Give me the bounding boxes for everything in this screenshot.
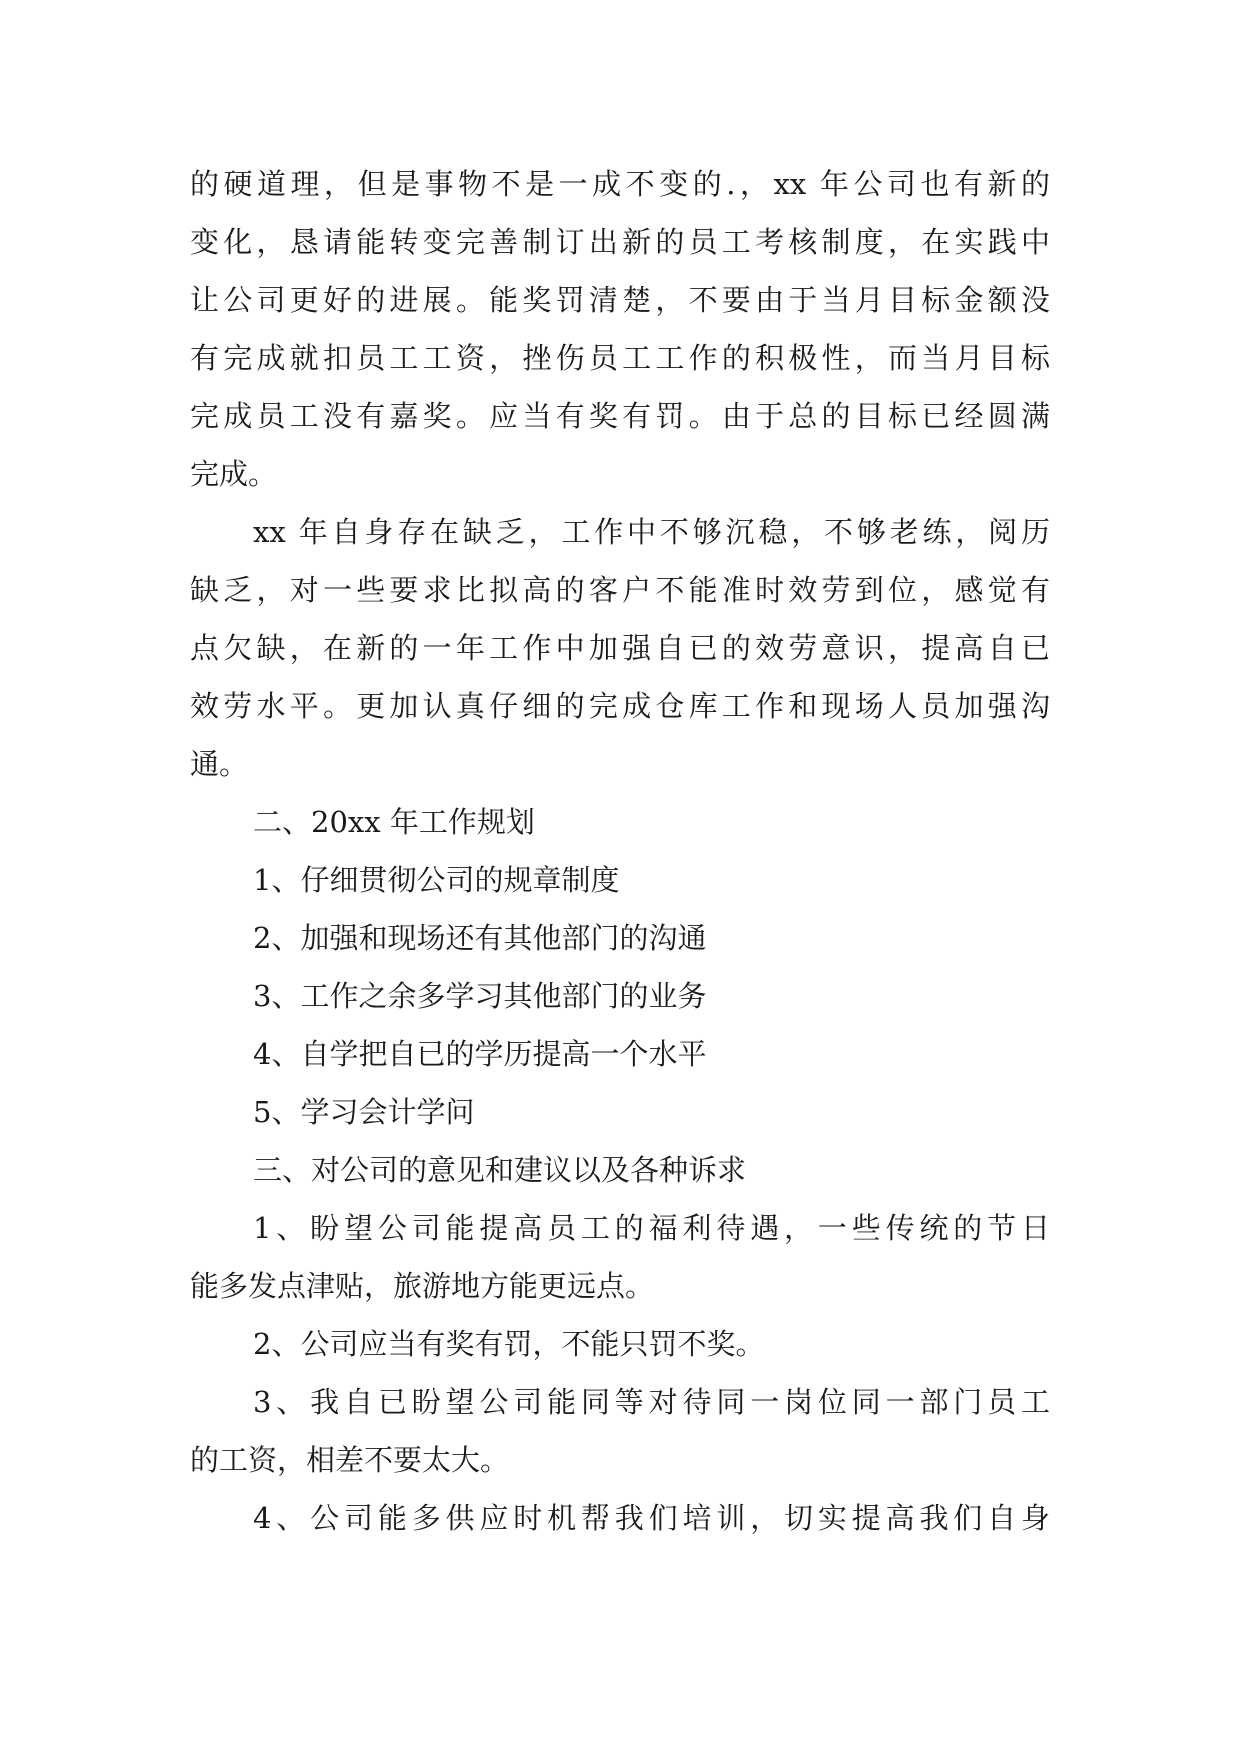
text-line: 点欠缺，在新的一年工作中加强自已的效劳意识，提高自已 (190, 631, 1050, 665)
list-item: 1、盼望公司能提高员工的福利待遇，一些传统的节日 (253, 1211, 1050, 1245)
list-item: 4、公司能多供应时机帮我们培训，切实提高我们自身 (253, 1501, 1050, 1535)
list-item: 5、学习会计学问 (253, 1095, 475, 1129)
text-line: 通。 (190, 747, 249, 781)
list-item: 3、工作之余多学习其他部门的业务 (253, 979, 707, 1013)
text-line: 能多发点津贴，旅游地方能更远点。 (190, 1269, 655, 1303)
text-line: 让公司更好的进展。能奖罚清楚，不要由于当月目标金额没 (190, 283, 1050, 317)
text-line: xx 年自身存在缺乏，工作中不够沉稳，不够老练，阅历 (253, 515, 1050, 549)
document-body (190, 155, 1050, 1547)
text-line: 变化，恳请能转变完善制订出新的员工考核制度，在实践中 (190, 225, 1050, 259)
text-line: 有完成就扣员工工资，挫伤员工工作的积极性，而当月目标 (190, 341, 1050, 375)
text-line: 效劳水平。更加认真仔细的完成仓库工作和现场人员加强沟 (190, 689, 1050, 723)
text-line: 的硬道理，但是事物不是一成不变的.，xx 年公司也有新的 (190, 167, 1050, 201)
text-line: 缺乏，对一些要求比拟高的客户不能准时效劳到位，感觉有 (190, 573, 1050, 607)
list-item: 4、自学把自已的学历提高一个水平 (253, 1037, 707, 1071)
section-heading: 二、20xx 年工作规划 (253, 805, 535, 839)
list-item: 1、仔细贯彻公司的规章制度 (253, 863, 620, 897)
text-line: 完成员工没有嘉奖。应当有奖有罚。由于总的目标已经圆满 (190, 399, 1050, 433)
list-item: 2、加强和现场还有其他部门的沟通 (253, 921, 707, 955)
list-item: 3、我自已盼望公司能同等对待同一岗位同一部门员工 (253, 1385, 1050, 1419)
text-line: 的工资，相差不要太大。 (190, 1443, 510, 1477)
list-item: 2、公司应当有奖有罚，不能只罚不奖。 (253, 1327, 765, 1361)
section-heading: 三、对公司的意见和建议以及各种诉求 (253, 1153, 747, 1187)
text-line: 完成。 (190, 457, 278, 491)
